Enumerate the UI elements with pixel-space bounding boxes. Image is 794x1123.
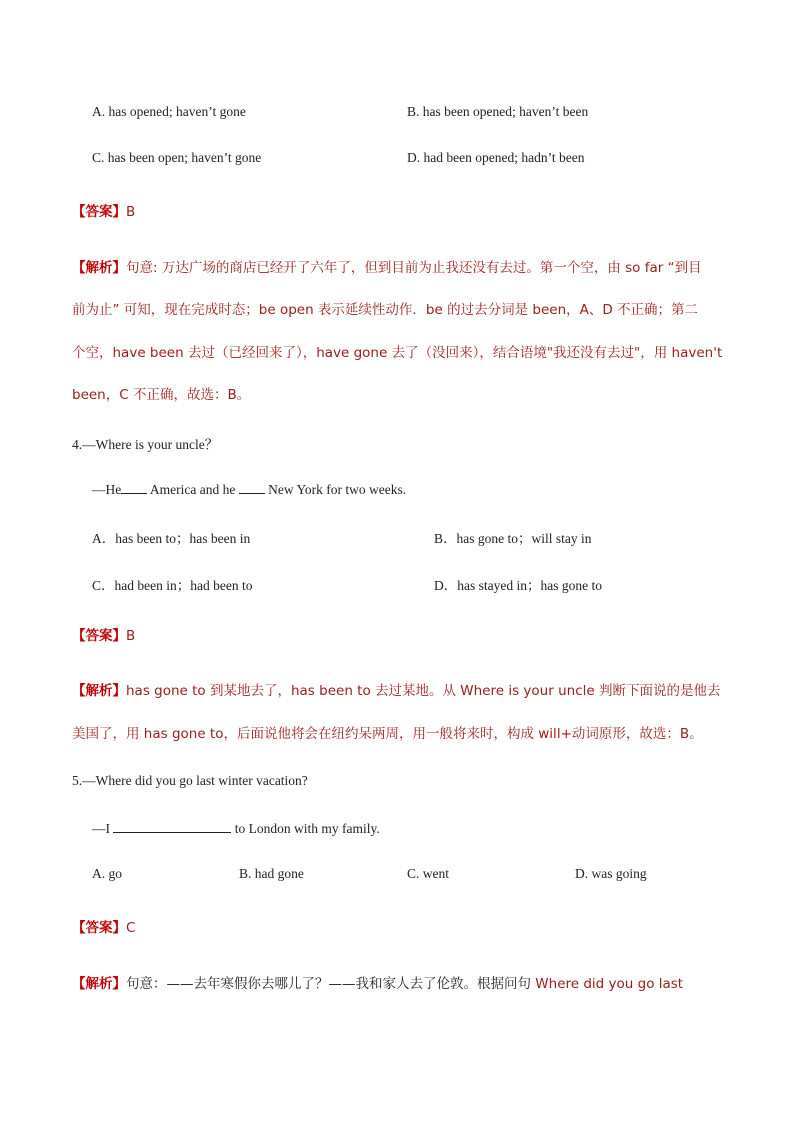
q3-option-c: C. has been open; haven’t gone: [92, 150, 262, 165]
q4-stem: 4.—Where is your uncle？: [72, 437, 219, 452]
q3-option-d: D. had been opened; hadn’t been: [407, 150, 585, 165]
q4-analysis-line-2: 美国了，用 has gone to，后面说他将会在纽约呆两周，用一般将来时，构成 will+动词原形，故选：B。: [72, 726, 703, 742]
q5-sentence: [92, 820, 380, 837]
q3-answer: [72, 200, 135, 220]
blank-2: [239, 481, 265, 494]
q4-option-b: B．has gone to；will stay in: [434, 531, 592, 546]
answer-value: B: [126, 204, 136, 220]
q4-option-d: D．has stayed in；has gone to: [434, 578, 602, 593]
analysis-quote: Where did you go last: [531, 976, 684, 992]
answer-value: B: [126, 628, 136, 644]
q5-text-1: —I: [92, 821, 114, 836]
q3-option-b: B. has been opened; haven’t been: [407, 104, 589, 119]
analysis-tag: 【解析】: [72, 683, 126, 699]
q4-text-1: —He: [92, 482, 122, 497]
analysis-text: has gone to 到某地去了，has been to 去过某地。从 Where is your uncle 判断下面说的是他去: [126, 683, 721, 699]
q3-option-a: A. has opened; haven’t gone: [92, 104, 246, 119]
blank-1: [121, 481, 147, 494]
analysis-tag: 【解析】: [72, 976, 126, 992]
q5-answer: [72, 916, 135, 936]
q3-analysis-line-1: [72, 256, 702, 276]
answer-tag: 【答案】: [72, 204, 126, 220]
q5-option-c: C. went: [407, 866, 449, 881]
q3-analysis-line-2: 前为止” 可知，现在完成时态；be open 表示延续性动作．be 的过去分词是 been，A、D 不正确；第二: [72, 302, 699, 318]
q5-option-b: B. had gone: [239, 866, 304, 881]
answer-tag: 【答案】: [72, 628, 126, 644]
q4-option-c: C．had been in；had been to: [92, 578, 253, 593]
q4-text-3: New York for two weeks.: [264, 482, 407, 497]
q5-option-d: D. was going: [575, 866, 647, 881]
q4-option-a: A．has been to；has been in: [92, 531, 251, 546]
q5-option-a: A. go: [92, 866, 122, 881]
q4-text-2: America and he: [147, 482, 239, 497]
q3-analysis-line-3: 个空，have been 去过（已经回来了），have gone 去了（没回来），结合语境"我还没有去过"，用 haven't: [72, 345, 723, 361]
q3-analysis-line-4: been，C 不正确，故选：B。: [72, 387, 251, 403]
q4-sentence: [92, 481, 406, 498]
q5-text-2: to London with my family.: [231, 821, 380, 836]
q4-analysis-line-1: [72, 679, 720, 699]
analysis-tag: 【解析】: [72, 260, 126, 276]
answer-value: C: [126, 920, 136, 936]
blank: [113, 820, 231, 833]
q5-stem: 5.—Where did you go last winter vacation?: [72, 773, 308, 788]
q5-analysis-line-1: [72, 972, 683, 992]
q4-answer: [72, 624, 135, 644]
answer-tag: 【答案】: [72, 920, 126, 936]
analysis-text: 句意: 万达广场的商店已经开了六年了，但到目前为止我还没有去过。第一个空，由 so far “到目: [126, 260, 702, 276]
analysis-text: 句意：——去年寒假你去哪儿了？——我和家人去了伦敦。根据问句: [126, 976, 531, 992]
